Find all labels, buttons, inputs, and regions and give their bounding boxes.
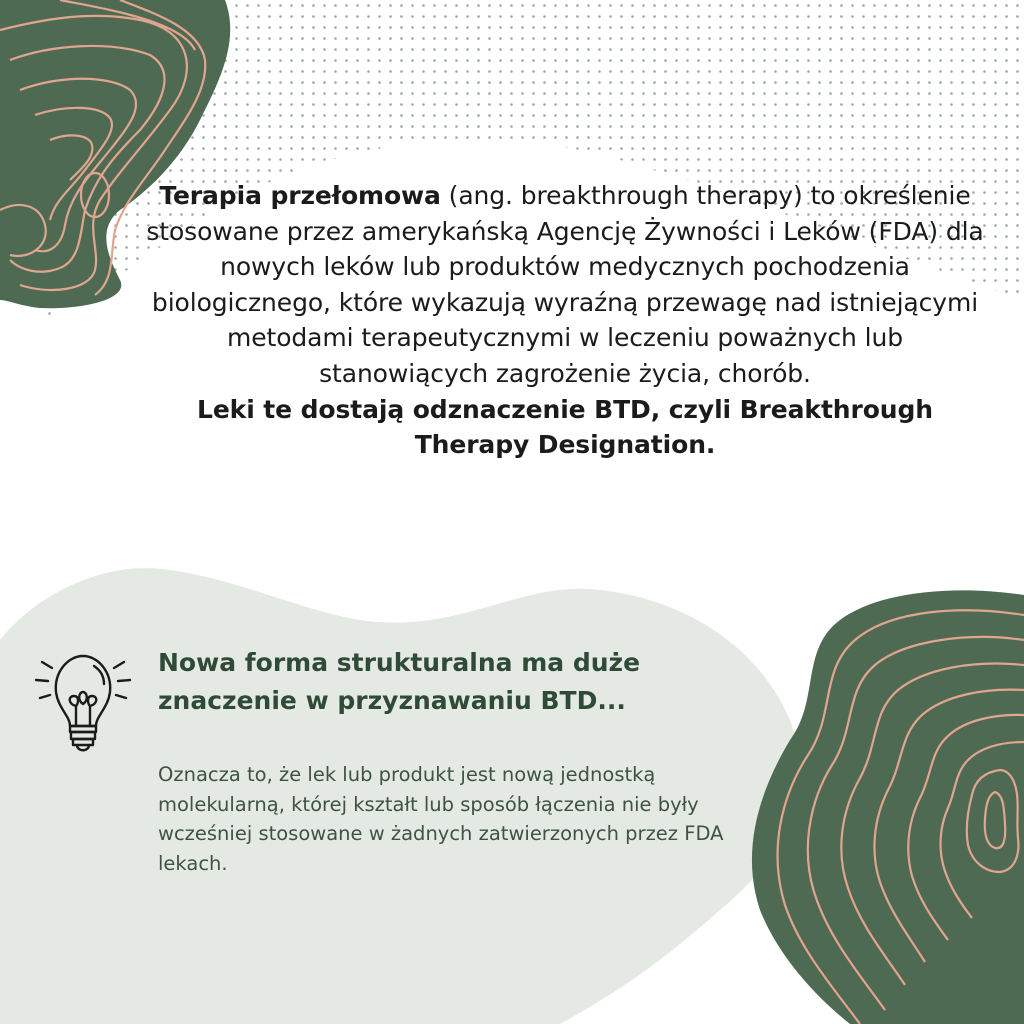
designation-text: Leki te dostają odznaczenie BTD, czyli Breakthrough Therapy Designation. <box>196 394 933 460</box>
intro-text <box>140 178 990 463</box>
topographic-blob-bottom-right <box>752 590 1024 1024</box>
lightbulb-icon <box>28 640 138 760</box>
definition-text: to określenie stosowane przez amerykańską Agencję Żywności i Leków (FDA) dla nowych leków lub produktów medycznych pochodzenia biologicznego, które wykazują wyraźną przewagę nad istniejącymi metodami terapeutycznymi w leczeniu poważnych lub stanowiących zagrożenie życia, chorób. <box>146 181 984 388</box>
tip-body-text: Oznacza to, że lek lub produkt jest nową jednostką molekularną, której kształt lub sposób łączenia nie były wcześniej stosowane w żadnych zatwierzonych przez FDA lekach. <box>158 763 724 875</box>
tip-heading: Nowa forma strukturalna ma duże znaczenie w przyznawaniu BTD... <box>158 648 641 715</box>
term-heading: Terapia przełomowa <box>159 181 441 210</box>
term-translation: (ang. breakthrough therapy) <box>440 181 803 210</box>
